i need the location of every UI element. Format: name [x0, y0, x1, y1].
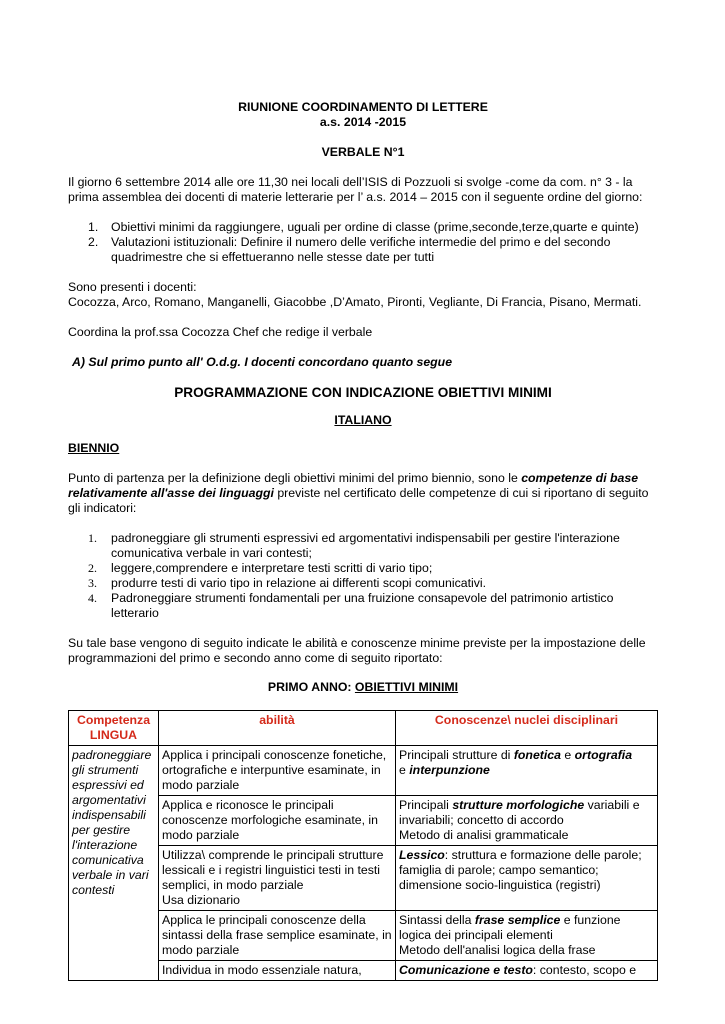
agenda-item — [68, 220, 658, 235]
cell-emphasis: strutture morfologiche — [452, 798, 585, 812]
document-title: RIUNIONE COORDINAMENTO DI LETTERE — [238, 100, 488, 114]
cell-text: Metodo dell'analisi logica della frase — [399, 943, 596, 957]
header-conoscenze: Conoscenze\ nuclei disciplinari — [396, 711, 658, 746]
abilita-cell: Applica le principali conoscenze della sintassi della frase semplice esaminate, in modo parziale — [159, 911, 396, 961]
cell-text: Principali strutture di — [399, 748, 514, 762]
cell-text: Metodo di analisi grammaticale — [399, 828, 569, 842]
agenda-list — [68, 220, 658, 265]
abilita-cell: Individua in modo essenziale natura, — [159, 961, 396, 981]
cell-text: Sintassi della — [399, 913, 475, 927]
cell-text: Usa dizionario — [162, 893, 240, 907]
indicator-text: leggere,comprendere e interpretare testi scritti di vario tipo; — [111, 561, 433, 575]
primo-anno-label: PRIMO ANNO: — [267, 680, 355, 694]
indicator-item — [68, 531, 658, 561]
cell-emphasis: frase semplice — [474, 913, 561, 927]
agenda-text: Obiettivi minimi da raggiungere, uguali per ordine di classe (prime,seconde,terze,quarte e quinte) — [111, 220, 639, 234]
indicator-num: 3. — [88, 576, 97, 590]
conoscenze-cell — [396, 961, 658, 981]
indicator-item — [68, 561, 658, 576]
agenda-text: Valutazioni istituzionali: Definire il numero delle verifiche intermedie del primo e del secondo quadrimestre che si effettueranno nelle stesse date per tutti — [111, 235, 611, 264]
agenda-num: 2. — [88, 235, 99, 249]
cell-emphasis: ortografia — [574, 748, 633, 762]
cell-text: Utilizza\ comprende le principali strutture lessicali e i registri linguistici testi in testi semplici, in modo parziale — [162, 848, 384, 892]
indicator-text: produrre testi di vario tipo in relazione ai differenti scopi comunicativi. — [111, 576, 487, 590]
objectives-table — [68, 710, 658, 981]
header-abilita: abilità — [159, 711, 396, 746]
table-header-row — [69, 711, 658, 746]
cell-text: e — [399, 763, 410, 777]
header-competenza: Competenza LINGUA — [69, 711, 159, 746]
programmazione-heading: PROGRAMMAZIONE CON INDICAZIONE OBIETTIVI MINIMI — [174, 385, 552, 400]
biennio-heading: BIENNIO — [68, 441, 120, 455]
indicator-item — [68, 591, 658, 621]
conoscenze-cell — [396, 746, 658, 796]
cell-text: Principali — [399, 798, 453, 812]
conoscenze-cell — [396, 796, 658, 846]
cell-emphasis: fonetica — [513, 748, 561, 762]
abilita-cell: Applica i principali conoscenze fonetiche, ortografiche e interpuntive esaminate, in modo parziale — [159, 746, 396, 796]
cell-text: : contesto, scopo e — [532, 963, 637, 977]
indicator-text: Padroneggiare strumenti fondamentali per una fruizione consapevole del patrimonio artistico letterario — [111, 591, 614, 620]
conoscenze-cell — [396, 846, 658, 911]
competenza-cell: padroneggiare gli strumenti espressivi ed argomentativi indispensabili per gestire l'interazione comunicativa verbale in vari contesti — [69, 746, 159, 981]
cell-text: : struttura e formazione delle parole; famiglia di parole; campo semantico; dimensione socio-linguistica (registri) — [399, 848, 642, 892]
primo-anno-heading — [68, 680, 658, 695]
school-year: a.s. 2014 -2015 — [319, 115, 407, 129]
para-text: Punto di partenza per la definizione degli obiettivi minimi del primo biennio, sono le — [68, 471, 522, 485]
agenda-item — [68, 235, 658, 265]
present-names: Cocozza, Arco, Romano, Manganelli, Giacobbe ,D’Amato, Pironti, Vegliante, Di Francia, Pisano, Mermati. — [68, 295, 642, 309]
cell-emphasis: Comunicazione e testo — [399, 963, 533, 977]
abilita-cell — [159, 846, 396, 911]
para-text: previste nel certificato delle competenze di cui si riportano di seguito gli indicatori: — [68, 486, 649, 515]
point-a-heading: A) Sul primo punto all' O.d.g. I docenti concordano quanto segue — [72, 355, 453, 369]
cell-emphasis: interpunzione — [409, 763, 490, 777]
para-emphasis: competenze di base relativamente all'asse dei linguaggi — [68, 471, 639, 500]
indicator-num: 2. — [88, 561, 97, 575]
present-label: Sono presenti i docenti: — [68, 280, 197, 294]
cell-text: variabili e invariabili; concetto di accordo — [399, 798, 640, 827]
indicators-list — [68, 531, 658, 621]
cell-text: e funzione logica dei principali elementi — [399, 913, 621, 942]
indicator-num: 4. — [88, 591, 97, 605]
cell-emphasis: Lessico — [399, 848, 445, 862]
conoscenze-cell — [396, 911, 658, 961]
indicator-item — [68, 576, 658, 591]
cell-text: e — [560, 748, 575, 762]
table-row — [69, 746, 658, 796]
intro-paragraph: Il giorno 6 settembre 2014 alle ore 11,30 nei locali dell’ISIS di Pozzuoli si svolge -come da com. n° 3 - la prima assemblea dei docenti di materie letterarie per l’ a.s. 2014 – 2015 con il seguente ordine del giorno: — [68, 175, 643, 204]
obiettivi-minimi-label: OBIETTIVI MINIMI — [354, 680, 459, 694]
abilities-intro-paragraph: Su tale base vengono di seguito indicate le abilità e conoscenze minime previste per la impostazione delle programmazioni del primo e secondo anno come di seguito riportato: — [68, 636, 646, 665]
indicator-num: 1. — [88, 531, 97, 545]
document-page — [68, 96, 658, 981]
indicator-text: padroneggiare gli strumenti espressivi ed argomentativi indispensabili per gestire l'interazione comunicativa verbale in vari contesti; — [111, 531, 620, 560]
agenda-num: 1. — [88, 220, 99, 234]
italiano-heading: ITALIANO — [334, 413, 392, 427]
base-competences-paragraph — [68, 471, 658, 516]
abilita-cell: Applica e riconosce le principali conoscenze morfologiche esaminate, in modo parziale — [159, 796, 396, 846]
coordinator-line: Coordina la prof.ssa Cocozza Chef che redige il verbale — [68, 325, 373, 339]
verbale-number: VERBALE N°1 — [321, 145, 405, 159]
